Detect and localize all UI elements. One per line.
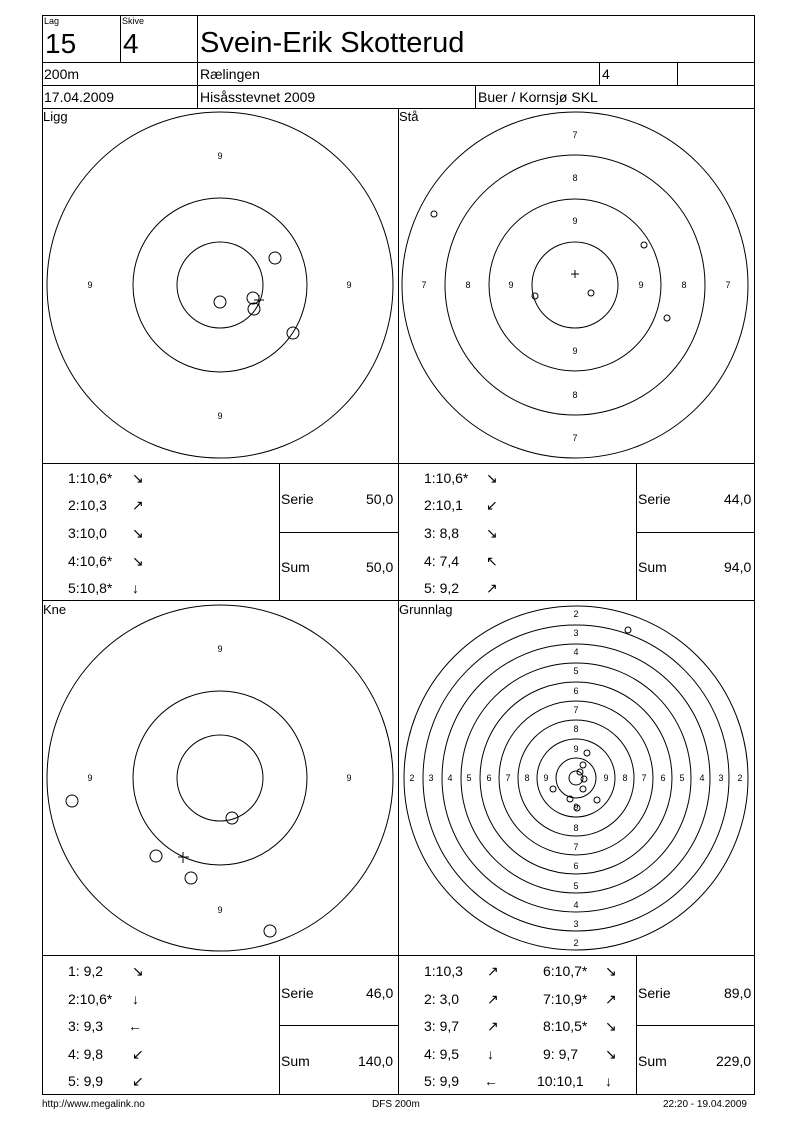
shot-direction-icon: ↖: [486, 553, 498, 569]
ring-number: 7: [725, 280, 731, 290]
ring-number: 4: [699, 773, 705, 783]
ring-number: 9: [508, 280, 514, 290]
shot-direction-icon: ↗: [487, 1018, 499, 1034]
shot-direction-icon: ↘: [132, 470, 144, 486]
shot-direction-icon: ↙: [132, 1073, 144, 1089]
sum-label: Sum: [638, 559, 667, 575]
hit-marker: [594, 797, 600, 803]
hit-marker: [580, 786, 586, 792]
shot-direction-icon: ←: [128, 1018, 142, 1034]
ring-number: 7: [573, 842, 579, 852]
shot-score: 7:10,9*: [543, 991, 588, 1007]
ring-number: 5: [466, 773, 472, 783]
shot-score: 6:10,7*: [543, 963, 588, 979]
ring-number: 7: [641, 773, 647, 783]
event-name: Hisåsstevnet 2009: [200, 89, 316, 105]
shot-direction-icon: ↙: [486, 497, 498, 513]
ring-number: 4: [447, 773, 453, 783]
sum-label: Sum: [281, 559, 310, 575]
footer-link[interactable]: http://www.megalink.no: [42, 1099, 145, 1110]
hit-marker: [625, 627, 631, 633]
shot-direction-icon: ↓: [132, 991, 139, 1007]
lag-label: Lag: [44, 16, 60, 26]
ring-number: 3: [428, 773, 434, 783]
shot-score: 5: 9,2: [424, 580, 460, 596]
ring-number: 6: [573, 686, 579, 696]
shot-direction-icon: ↗: [486, 580, 498, 596]
shot-direction-icon: ↘: [132, 553, 144, 569]
serie-value: 89,0: [724, 985, 752, 1001]
shot-direction-icon: ↗: [132, 497, 144, 513]
serie-label: Serie: [638, 491, 671, 507]
shot-score: 1:10,3: [424, 963, 463, 979]
serie-label: Serie: [281, 985, 314, 1001]
ring-number: 3: [573, 919, 579, 929]
ring-number: 9: [87, 773, 93, 783]
skive-label: Skive: [122, 16, 145, 26]
ring-number: 9: [217, 151, 223, 161]
shot-direction-icon: ↓: [605, 1073, 612, 1089]
shot-score: 2:10,3: [68, 497, 107, 513]
hit-marker: [581, 776, 587, 782]
shot-score: 4: 9,8: [68, 1046, 104, 1062]
shot-direction-icon: ↗: [605, 991, 617, 1007]
grunnlag-label: Grunnlag: [399, 602, 453, 617]
ring-number: 7: [505, 773, 511, 783]
ring: [442, 644, 710, 912]
sum-value: 229,0: [716, 1053, 752, 1069]
ring-number: 8: [572, 390, 578, 400]
shot-direction-icon: ↘: [486, 525, 498, 541]
kne-label: Kne: [43, 602, 67, 617]
serie-value: 46,0: [366, 985, 394, 1001]
ring: [518, 720, 634, 836]
shot-score: 3: 9,3: [68, 1018, 104, 1034]
sta-label: Stå: [399, 109, 419, 124]
shot-direction-icon: ↘: [132, 525, 144, 541]
serie-value: 44,0: [724, 491, 752, 507]
serie-label: Serie: [638, 985, 671, 1001]
ring-number: 6: [486, 773, 492, 783]
ring-number: 7: [573, 705, 579, 715]
ring-number: 3: [718, 773, 724, 783]
shot-direction-icon: ↘: [132, 963, 144, 979]
footer-center: DFS 200m: [372, 1099, 420, 1110]
shot-direction-icon: ↘: [486, 470, 498, 486]
ring-number: 6: [660, 773, 666, 783]
serie-value: 50,0: [366, 491, 394, 507]
ring-number: 9: [87, 280, 93, 290]
sum-label: Sum: [638, 1053, 667, 1069]
sum-value: 140,0: [358, 1053, 394, 1069]
ring-number: 9: [217, 644, 223, 654]
ring-number: 7: [572, 130, 578, 140]
shot-score: 2:10,6*: [68, 991, 113, 1007]
shot-score: 5: 9,9: [424, 1073, 460, 1089]
shot-direction-icon: ↘: [605, 963, 617, 979]
ring-number: 4: [573, 900, 579, 910]
ring-number: 6: [573, 861, 579, 871]
sum-value: 94,0: [724, 559, 752, 575]
shot-direction-icon: ←: [484, 1073, 498, 1089]
ring-number: 9: [603, 773, 609, 783]
shot-score: 10:10,1: [537, 1073, 584, 1089]
sum-value: 50,0: [366, 559, 394, 575]
shot-score: 4: 9,5: [424, 1046, 460, 1062]
shot-score: 9: 9,7: [543, 1046, 579, 1062]
shot-score: 3:10,0: [68, 525, 107, 541]
shot-direction-icon: ↓: [132, 580, 139, 596]
ring-number: 5: [573, 881, 579, 891]
date: 17.04.2009: [44, 89, 115, 105]
shot-score: 2:10,1: [424, 497, 463, 513]
ring: [556, 758, 596, 798]
lag-value: 15: [45, 28, 77, 59]
ring-number: 9: [217, 411, 223, 421]
shot-score: 1:10,6*: [424, 470, 469, 486]
ring-number: 9: [573, 744, 579, 754]
ring-number: 8: [572, 173, 578, 183]
shot-score: 2: 3,0: [424, 991, 460, 1007]
ring-number: 8: [573, 724, 579, 734]
ring-number: 3: [573, 628, 579, 638]
range-name: Buer / Kornsjø SKL: [478, 89, 598, 105]
ring-number: 8: [622, 773, 628, 783]
footer-timestamp: 22:20 - 19.04.2009: [663, 1099, 747, 1110]
hit-marker: [580, 762, 586, 768]
club-place: Rælingen: [200, 66, 260, 82]
ring-number: 5: [573, 666, 579, 676]
ring-number: 9: [573, 802, 579, 812]
shot-direction-icon: ↘: [605, 1018, 617, 1034]
shot-direction-icon: ↙: [132, 1046, 144, 1062]
ring-number: 4: [573, 647, 579, 657]
hit-marker: [550, 786, 556, 792]
ring: [461, 663, 691, 893]
ring-number: 2: [737, 773, 743, 783]
shot-direction-icon: ↓: [487, 1046, 494, 1062]
serie-label: Serie: [281, 491, 314, 507]
ring-number: 8: [573, 823, 579, 833]
ring-number: 9: [217, 905, 223, 915]
ring-number: 8: [524, 773, 530, 783]
shooter-name: Svein-Erik Skotterud: [200, 27, 465, 59]
ring-number: 9: [346, 773, 352, 783]
ring-number: 2: [409, 773, 415, 783]
ligg-label: Ligg: [43, 109, 68, 124]
shot-direction-icon: ↗: [487, 991, 499, 1007]
shot-score: 1: 9,2: [68, 963, 104, 979]
shot-score: 4:10,6*: [68, 553, 113, 569]
shot-score: 4: 7,4: [424, 553, 460, 569]
hit-marker: [584, 750, 590, 756]
ring-number: 7: [421, 280, 427, 290]
ring-number: 5: [679, 773, 685, 783]
shot-score: 3: 9,7: [424, 1018, 460, 1034]
sum-label: Sum: [281, 1053, 310, 1069]
shot-score: 3: 8,8: [424, 525, 460, 541]
ring-number: 8: [681, 280, 687, 290]
shot-score: 1:10,6*: [68, 470, 113, 486]
ring-number: 2: [573, 938, 579, 948]
ring: [404, 606, 748, 950]
ring-number: 8: [465, 280, 471, 290]
skive-value: 4: [123, 28, 139, 59]
ring-number: 9: [572, 216, 578, 226]
ring-number: 9: [638, 280, 644, 290]
shot-score: 5:10,8*: [68, 580, 113, 596]
shot-direction-icon: ↗: [487, 963, 499, 979]
extra-field: 4: [602, 66, 610, 82]
ring-number: 9: [543, 773, 549, 783]
ring-number: 9: [346, 280, 352, 290]
ring-number: 2: [573, 609, 579, 619]
shot-score: 8:10,5*: [543, 1018, 588, 1034]
shot-score: 5: 9,9: [68, 1073, 104, 1089]
ring-number: 9: [572, 346, 578, 356]
distance: 200m: [44, 66, 80, 82]
ring-number: 7: [572, 433, 578, 443]
shot-direction-icon: ↘: [605, 1046, 617, 1062]
